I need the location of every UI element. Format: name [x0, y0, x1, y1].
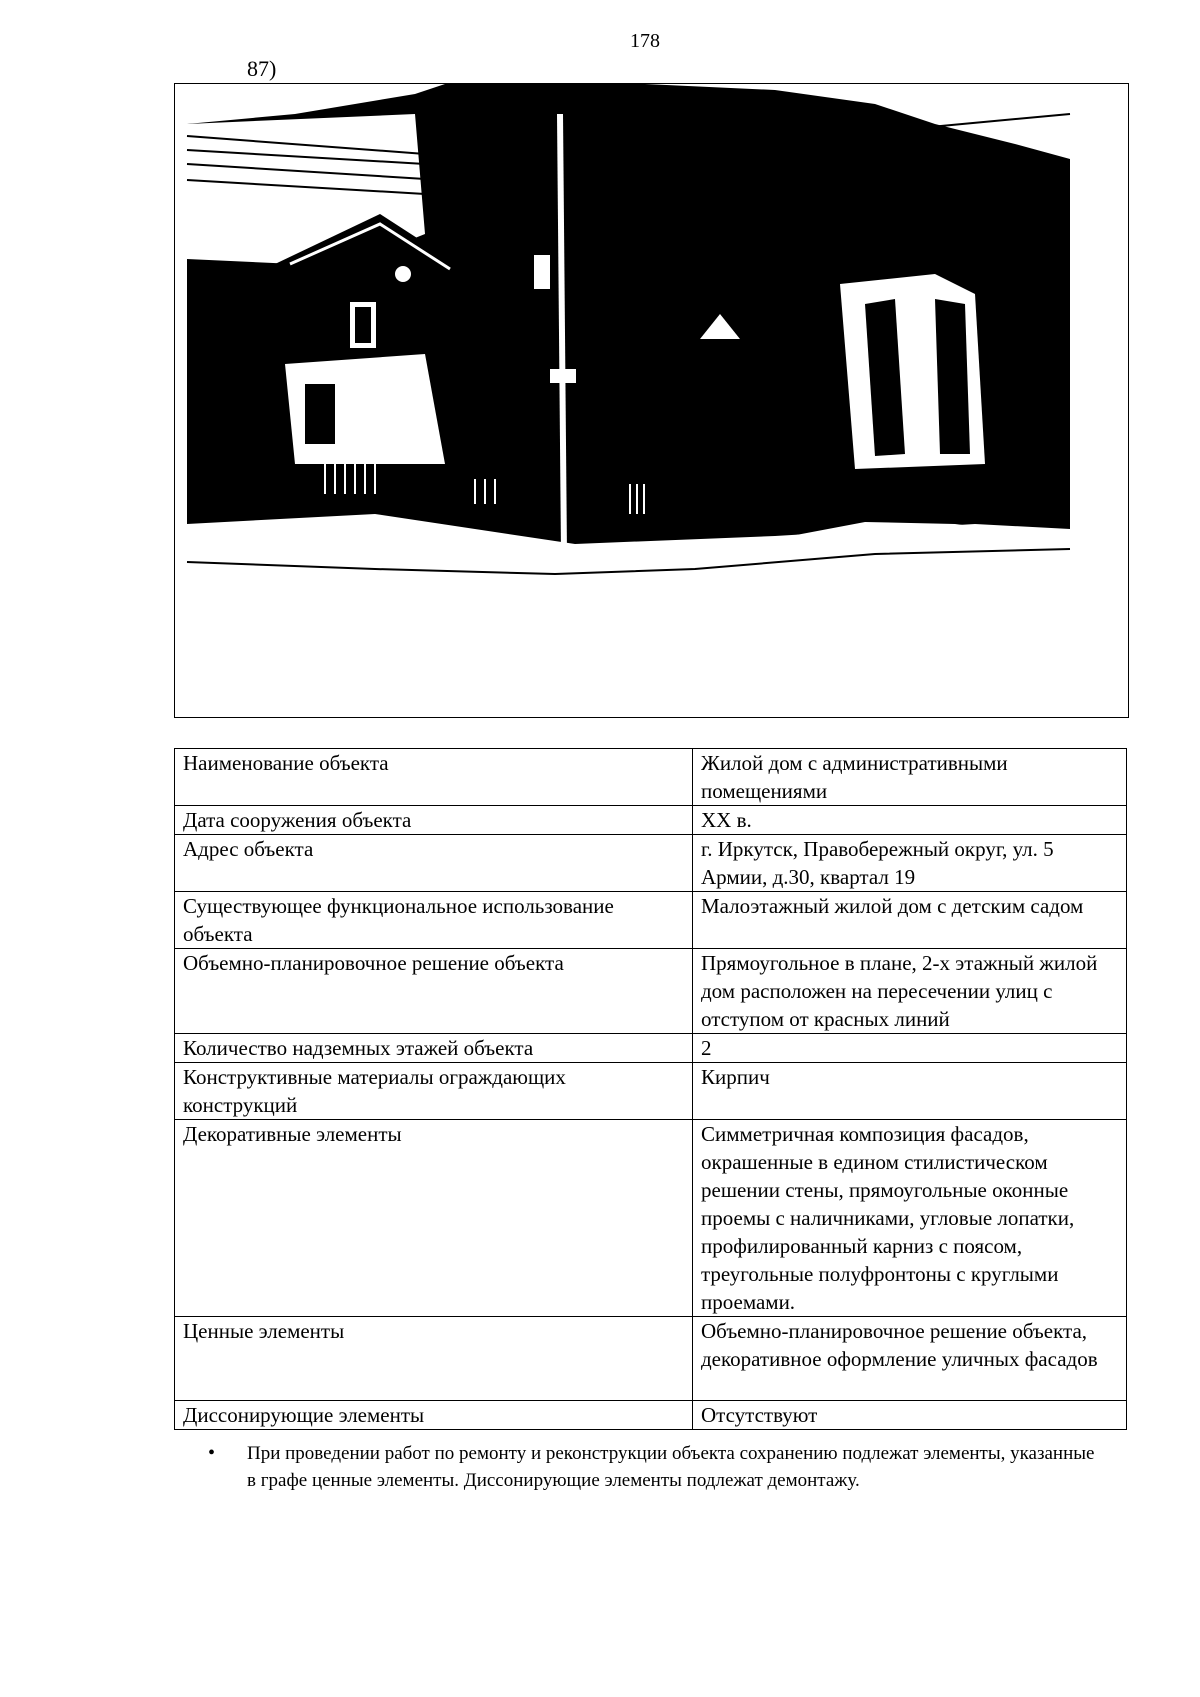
row-value: XX в. [693, 806, 1127, 835]
row-value: Жилой дом с административными помещениями [693, 749, 1127, 806]
row-value: Симметричная композиция фасадов, окрашенные в едином стилистическом решении стены, прямоугольные оконные проемы с наличниками, угловые лопатки, профилированный карниз с поясом, треугольные полуфронтоны с круглыми проемами. [693, 1120, 1127, 1317]
row-value: Кирпич [693, 1063, 1127, 1120]
row-label: Дата сооружения объекта [175, 806, 693, 835]
note-text: При проведении работ по ремонту и реконструкции объекта сохранению подлежат элементы, указанные в графе ценные элементы. Диссонирующие элементы подлежат демонтажу. [247, 1443, 1095, 1491]
row-label: Адрес объекта [175, 835, 693, 892]
row-label: Существующее функциональное использование объекта [175, 892, 693, 949]
pole-box [533, 254, 551, 290]
row-value: Прямоугольное в плане, 2-х этажный жилой дом расположен на пересечении улиц с отступом от красных линий [693, 949, 1127, 1034]
note-bullet: • [208, 1442, 216, 1464]
table-row [175, 949, 1127, 1034]
row-label: Конструктивные материалы ограждающих конструкций [175, 1063, 693, 1120]
table-row [175, 749, 1127, 806]
row-label: Декоративные элементы [175, 1120, 693, 1317]
row-value: г. Иркутск, Правобережный округ, ул. 5 Армии, д.30, квартал 19 [693, 835, 1127, 892]
table-row [175, 1401, 1127, 1430]
row-label: Количество надземных этажей объекта [175, 1034, 693, 1063]
round-window [394, 265, 412, 283]
table-row [175, 1120, 1127, 1317]
table-row [175, 806, 1127, 835]
building-photo-image [175, 84, 1127, 716]
preservation-note [200, 1440, 1100, 1494]
row-label: Ценные элементы [175, 1317, 693, 1401]
table-row [175, 892, 1127, 949]
item-number: 87) [247, 56, 277, 81]
row-label: Наименование объекта [175, 749, 693, 806]
object-properties-table [174, 748, 1127, 1430]
pole-sign [550, 369, 576, 383]
row-value: Отсутствуют [693, 1401, 1127, 1430]
row-value: Объемно-планировочное решение объекта, декоративное оформление уличных фасадов [693, 1317, 1127, 1401]
table-row [175, 1063, 1127, 1120]
row-label: Объемно-планировочное решение объекта [175, 949, 693, 1034]
table-row [175, 1034, 1127, 1063]
building-photo [174, 83, 1129, 718]
page-number: 178 [630, 30, 660, 52]
row-label: Диссонирующие элементы [175, 1401, 693, 1430]
table-row [175, 835, 1127, 892]
row-value: 2 [693, 1034, 1127, 1063]
row-value: Малоэтажный жилой дом с детским садом [693, 892, 1127, 949]
table-row [175, 1317, 1127, 1401]
